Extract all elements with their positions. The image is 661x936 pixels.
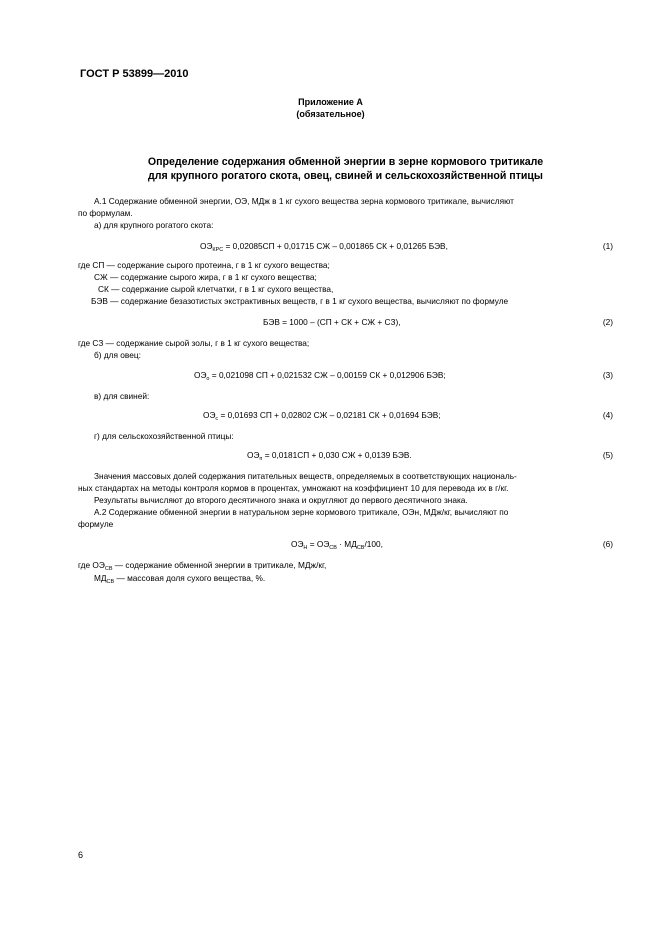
where-szh: СЖ — содержание сырого жира, г в 1 кг сухого вещества; bbox=[94, 272, 317, 282]
formula-6-rhs: /100, bbox=[364, 539, 383, 549]
formula-6 bbox=[291, 539, 383, 549]
formula-4-rhs: = 0,01693 СП + 0,02802 СЖ – 0,02181 СК + 0,01694 БЭВ; bbox=[218, 410, 441, 420]
item-g: г) для сельскохозяйственной птицы: bbox=[94, 431, 234, 441]
values-para-line1: Значения массовых долей содержания питательных веществ, определяемых в соответствующих националь- bbox=[94, 471, 517, 481]
where-sk: СК — содержание сырой клетчатки, г в 1 кг сухого вещества, bbox=[98, 284, 334, 294]
formula-5 bbox=[247, 450, 412, 460]
where-md-sv-a: МД bbox=[94, 573, 107, 583]
values-para-line2: ных стандартах на методы контроля кормов в процентах, умножают на коэффициент 10 для перевода их в г/кг. bbox=[78, 483, 509, 493]
formula-1-rhs: = 0,02085СП + 0,01715 СЖ – 0,001865 СК + 0,01265 БЭВ, bbox=[223, 241, 448, 251]
formula-3 bbox=[194, 370, 446, 380]
a2-line2: формуле bbox=[78, 519, 114, 529]
standard-number: ГОСТ Р 53899—2010 bbox=[80, 68, 189, 80]
a1-line2: по формулам. bbox=[78, 208, 133, 218]
formula-1-number: (1) bbox=[602, 241, 613, 251]
where-md-sv-sub: СВ bbox=[106, 579, 115, 585]
formula-2: БЭВ = 1000 – (СП + СК + СЖ + СЗ), bbox=[263, 317, 401, 327]
where-oe-sv bbox=[78, 560, 326, 570]
a1-line1: А.1 Содержание обменной энергии, ОЭ, МДж в 1 кг сухого вещества зерна кормового тритикале, вычисляют bbox=[94, 196, 514, 206]
formula-3-sub: о bbox=[206, 376, 210, 382]
where-md-sv bbox=[94, 573, 265, 583]
formula-6-lhs: ОЭ bbox=[291, 539, 304, 549]
formula-4-number: (4) bbox=[602, 410, 613, 420]
where-bev: БЭВ — содержание безазотистых экстрактивных веществ, г в 1 кг сухого вещества, вычисляют по формуле bbox=[91, 296, 509, 306]
item-v: в) для свиней: bbox=[94, 391, 150, 401]
item-b: б) для овец: bbox=[94, 350, 141, 360]
formula-3-rhs: = 0,021098 СП + 0,021532 СЖ – 0,00159 СК + 0,012906 БЭВ; bbox=[209, 370, 446, 380]
formula-5-lhs: ОЭ bbox=[247, 450, 260, 460]
formula-2-number: (2) bbox=[602, 317, 613, 327]
formula-6-mid: = ОЭ bbox=[307, 539, 330, 549]
formula-4 bbox=[203, 410, 441, 420]
main-title-line1: Определение содержания обменной энергии в зерне кормового тритикале bbox=[147, 156, 544, 168]
formula-6-number: (6) bbox=[602, 539, 613, 549]
formula-4-lhs: ОЭ bbox=[203, 410, 216, 420]
page-number: 6 bbox=[78, 850, 84, 860]
appendix-title: Приложение А bbox=[298, 97, 363, 107]
formula-5-rhs: = 0,0181СП + 0,030 СЖ + 0,0139 БЭВ. bbox=[262, 450, 412, 460]
where-sp: где СП — содержание сырого протеина, г в 1 кг сухого вещества; bbox=[78, 260, 330, 270]
formula-6-sub-n: Н bbox=[303, 545, 308, 551]
main-title-line2: для крупного рогатого скота, овец, свиней и сельскохозяйственной птицы bbox=[148, 170, 543, 182]
formula-1-lhs: ОЭ bbox=[200, 241, 213, 251]
where-md-sv-b: — массовая доля сухого вещества, %. bbox=[114, 573, 266, 583]
formula-5-number: (5) bbox=[602, 450, 613, 460]
appendix-subtitle: (обязательное) bbox=[296, 109, 365, 119]
where-sz: где СЗ — содержание сырой золы, г в 1 кг сухого вещества; bbox=[78, 338, 310, 348]
where-oe-sv-a: где ОЭ bbox=[78, 560, 105, 570]
formula-3-number: (3) bbox=[602, 370, 613, 380]
formula-5-sub: п bbox=[259, 456, 263, 462]
item-a: а) для крупного рогатого скота: bbox=[94, 220, 214, 230]
formula-6-sub-sv: СВ bbox=[329, 545, 337, 551]
where-oe-sv-b: — содержание обменной энергии в тритикале, МДж/кг, bbox=[112, 560, 327, 570]
formula-6-mid2: · МД bbox=[336, 539, 357, 549]
formula-1 bbox=[200, 241, 448, 251]
formula-1-sub: КРС bbox=[212, 247, 224, 253]
formula-6-sub-sv2: СВ bbox=[356, 545, 365, 551]
formula-4-sub: с bbox=[215, 416, 219, 422]
where-oe-sv-sub: СВ bbox=[104, 566, 113, 572]
formula-3-lhs: ОЭ bbox=[194, 370, 207, 380]
a2-line1: А.2 Содержание обменной энергии в натуральном зерне кормового тритикале, ОЭн, МДж/кг, вычисляют по bbox=[94, 507, 509, 517]
values-para-line3: Результаты вычисляют до второго десятичного знака и округляют до первого десятичного знака. bbox=[94, 495, 468, 505]
